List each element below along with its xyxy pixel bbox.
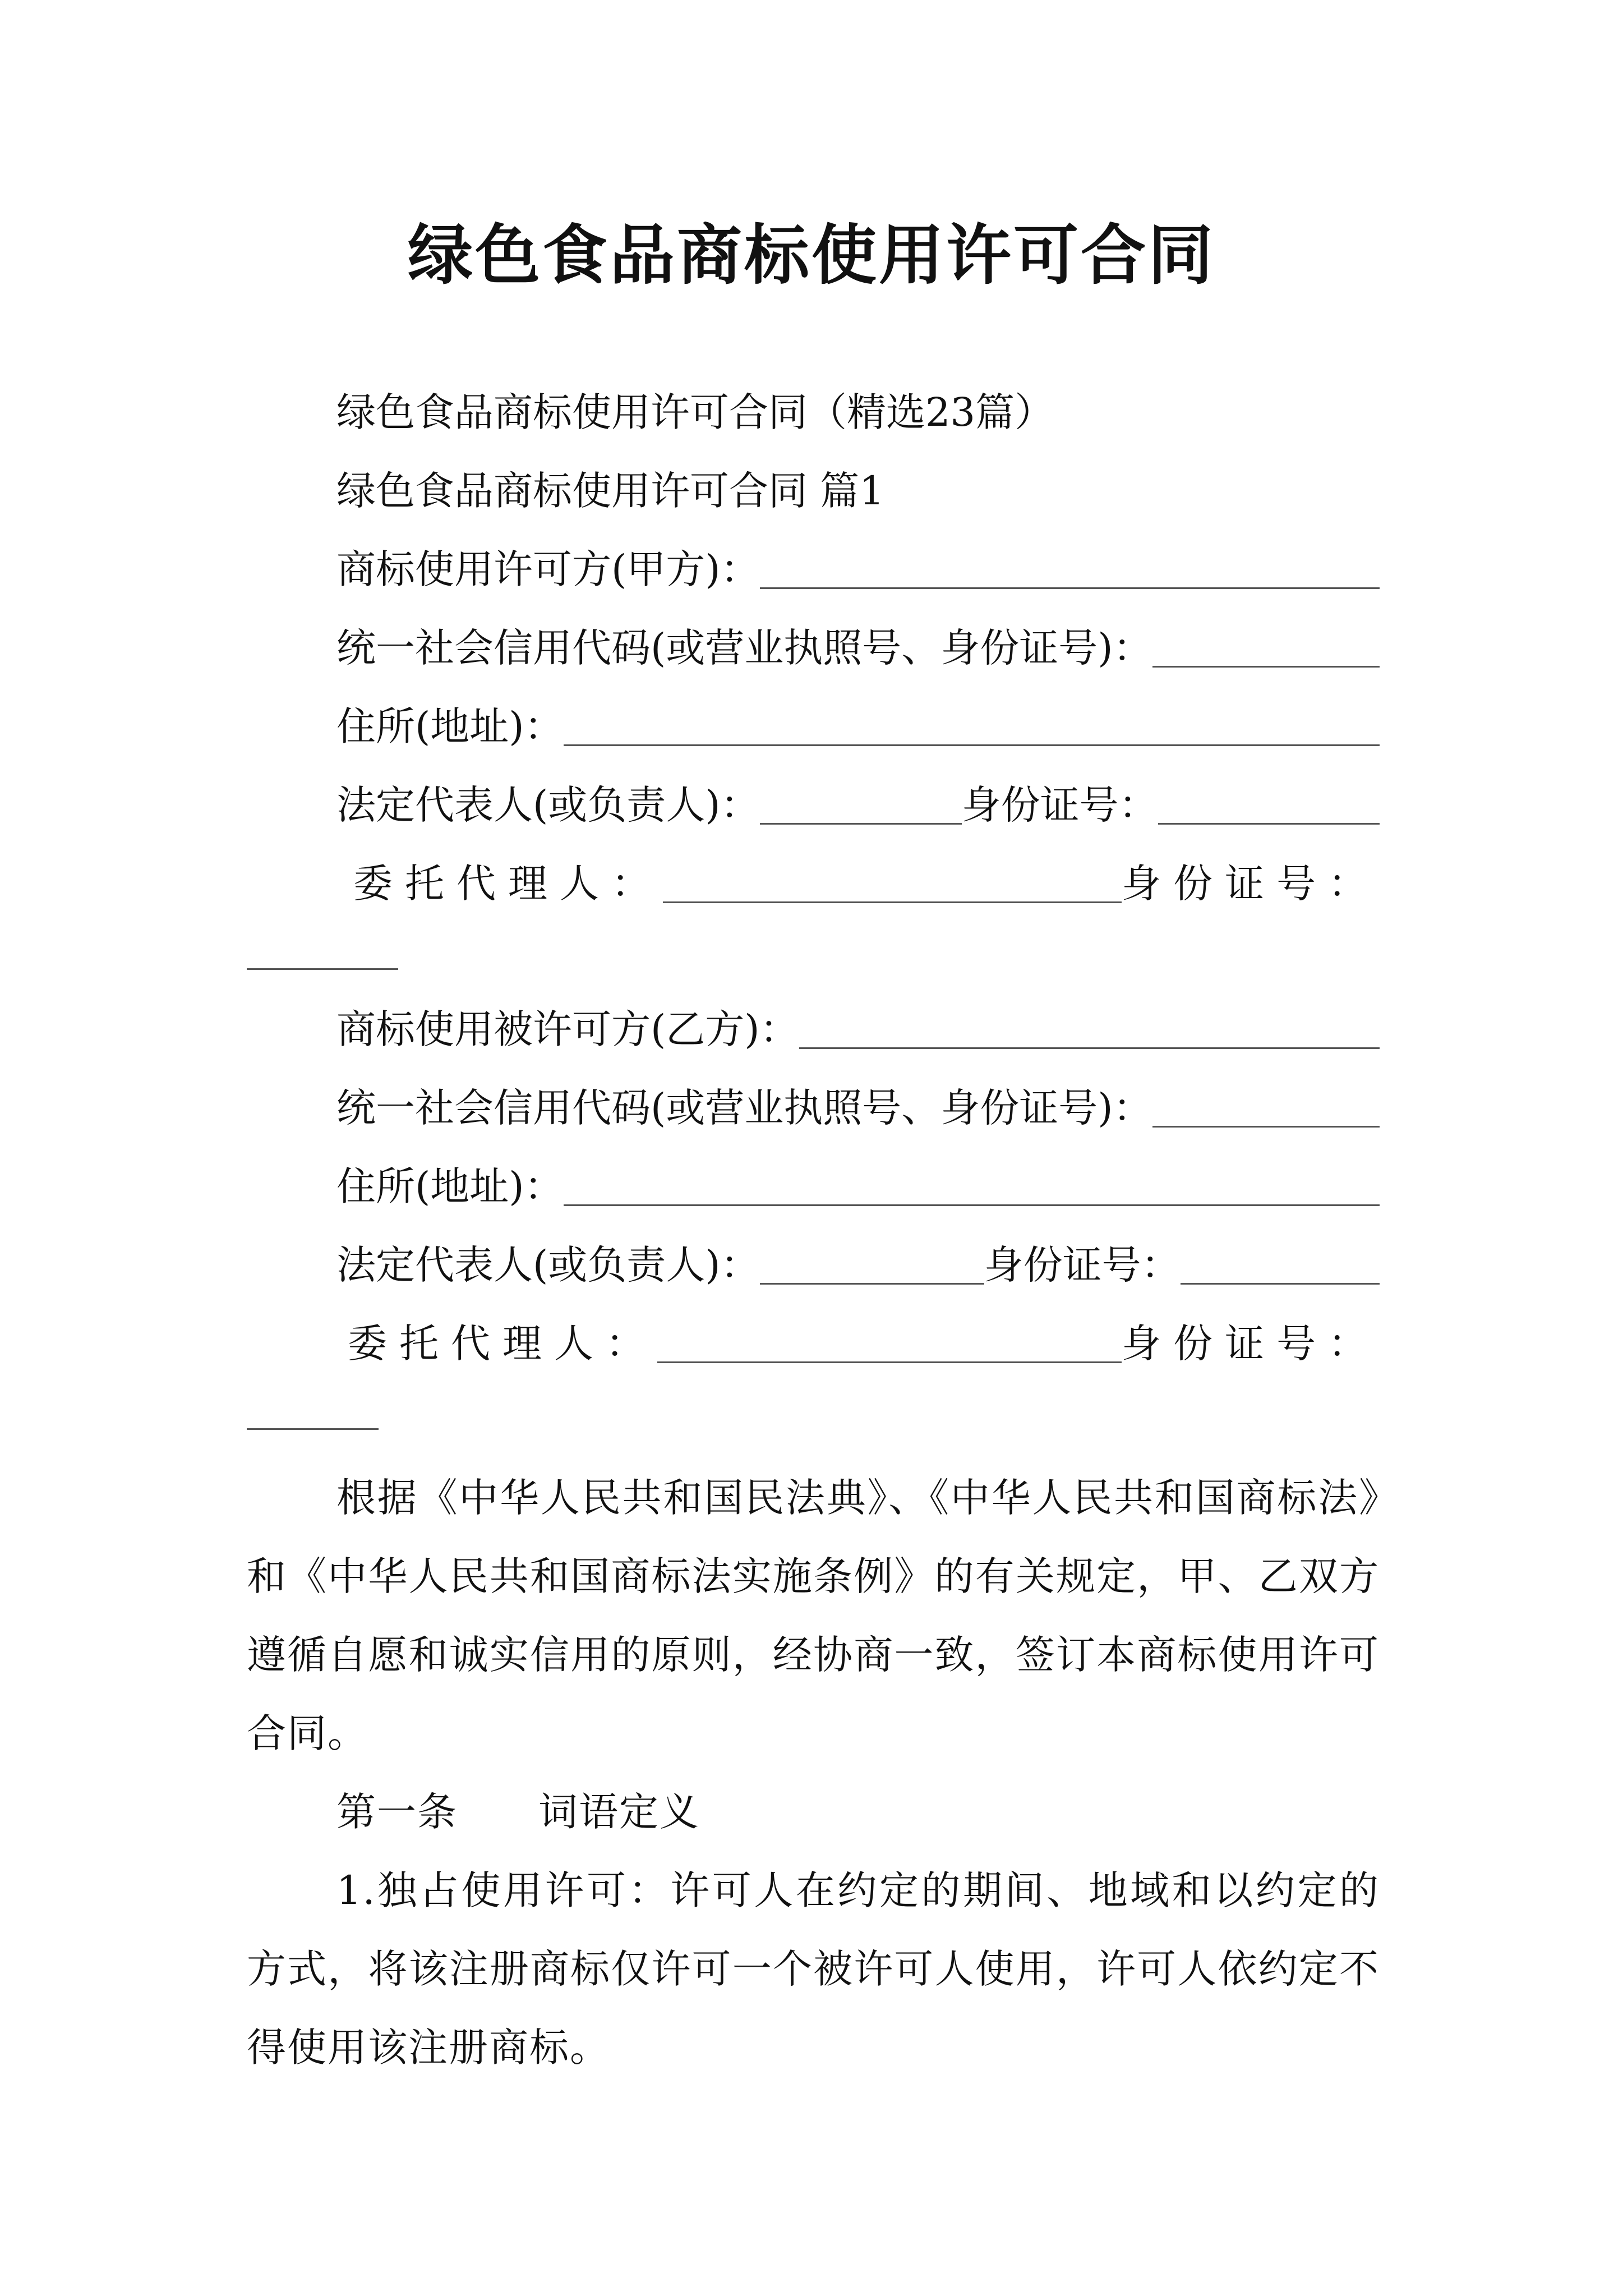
party-b-credit-code-field[interactable] [1152, 1092, 1380, 1128]
party-a-legal-rep-row [336, 782, 1380, 828]
subtitle [336, 389, 1380, 435]
section-heading-text: 绿色食品商标使用许可合同 篇1 [336, 468, 884, 514]
document-title: 绿色食品商标使用许可合同 [408, 218, 1215, 293]
party-a-licensor-label: 商标使用许可方(甲方)： [336, 546, 760, 592]
party-a-agent-id-field[interactable] [247, 966, 398, 970]
party-b-legal-rep-row [336, 1242, 1380, 1288]
party-b-agent-field[interactable] [657, 1328, 1122, 1363]
party-a-agent-field[interactable] [663, 868, 1122, 903]
party-a-agent-row [353, 861, 1380, 907]
party-b-id-label: 身份证号： [984, 1242, 1181, 1288]
party-a-legal-rep-label: 法定代表人(或负责人)： [336, 782, 760, 828]
party-a-licensor-field[interactable] [760, 554, 1380, 589]
section-heading [336, 468, 1380, 514]
party-a-address-label: 住所(地址)： [336, 703, 564, 749]
preamble-paragraph: 根据《中华人民共和国民法典》、《中华人民共和国商标法》和《中华人民共和国商标法实施条例》的有关规定，甲、乙双方遵循自愿和诚实信用的原则，经协商一致，签订本商标使用许可合同。 [247, 1475, 1380, 1756]
party-a-licensor-row [336, 546, 1380, 592]
party-b-licensee-field[interactable] [799, 1014, 1380, 1049]
subtitle-text: 绿色食品商标使用许可合同（精选23篇） [336, 389, 1054, 435]
party-b-agent-id-field[interactable] [247, 1426, 379, 1430]
party-a-credit-code-label: 统一社会信用代码(或营业执照号、身份证号)： [336, 625, 1152, 671]
party-b-legal-rep-field[interactable] [760, 1249, 984, 1285]
party-b-licensee-label: 商标使用被许可方(乙方)： [336, 1006, 799, 1052]
party-a-agent-id-label: 身份证号： [1122, 861, 1380, 907]
party-a-legal-rep-field[interactable] [760, 789, 962, 825]
article-1-heading: 第一条 词语定义 [336, 1789, 700, 1835]
party-b-address-label: 住所(地址)： [336, 1163, 564, 1209]
party-b-credit-code-row [336, 1085, 1380, 1131]
party-a-id-label: 身份证号： [961, 782, 1158, 828]
party-b-licensee-row [336, 1006, 1380, 1052]
party-b-address-field[interactable] [564, 1171, 1380, 1206]
party-b-address-row [336, 1163, 1380, 1209]
party-b-agent-id-label: 身份证号： [1122, 1320, 1380, 1366]
party-b-agent-row [348, 1320, 1380, 1366]
party-b-credit-code-label: 统一社会信用代码(或营业执照号、身份证号)： [336, 1085, 1152, 1131]
party-a-agent-label: 委托代理人： [353, 861, 663, 907]
party-b-id-field[interactable] [1181, 1249, 1380, 1285]
party-a-address-row [336, 703, 1380, 749]
party-a-credit-code-row [336, 625, 1380, 671]
party-a-address-field[interactable] [564, 711, 1380, 746]
party-b-legal-rep-label: 法定代表人(或负责人)： [336, 1242, 760, 1288]
party-a-id-field[interactable] [1158, 789, 1380, 825]
article-1-item-1: 1.独占使用许可：许可人在约定的期间、地域和以约定的方式，将该注册商标仅许可一个被许可人使用，许可人依约定不得使用该注册商标。 [247, 1867, 1380, 2070]
party-b-agent-label: 委托代理人： [348, 1320, 657, 1366]
party-a-credit-code-field[interactable] [1152, 632, 1380, 668]
